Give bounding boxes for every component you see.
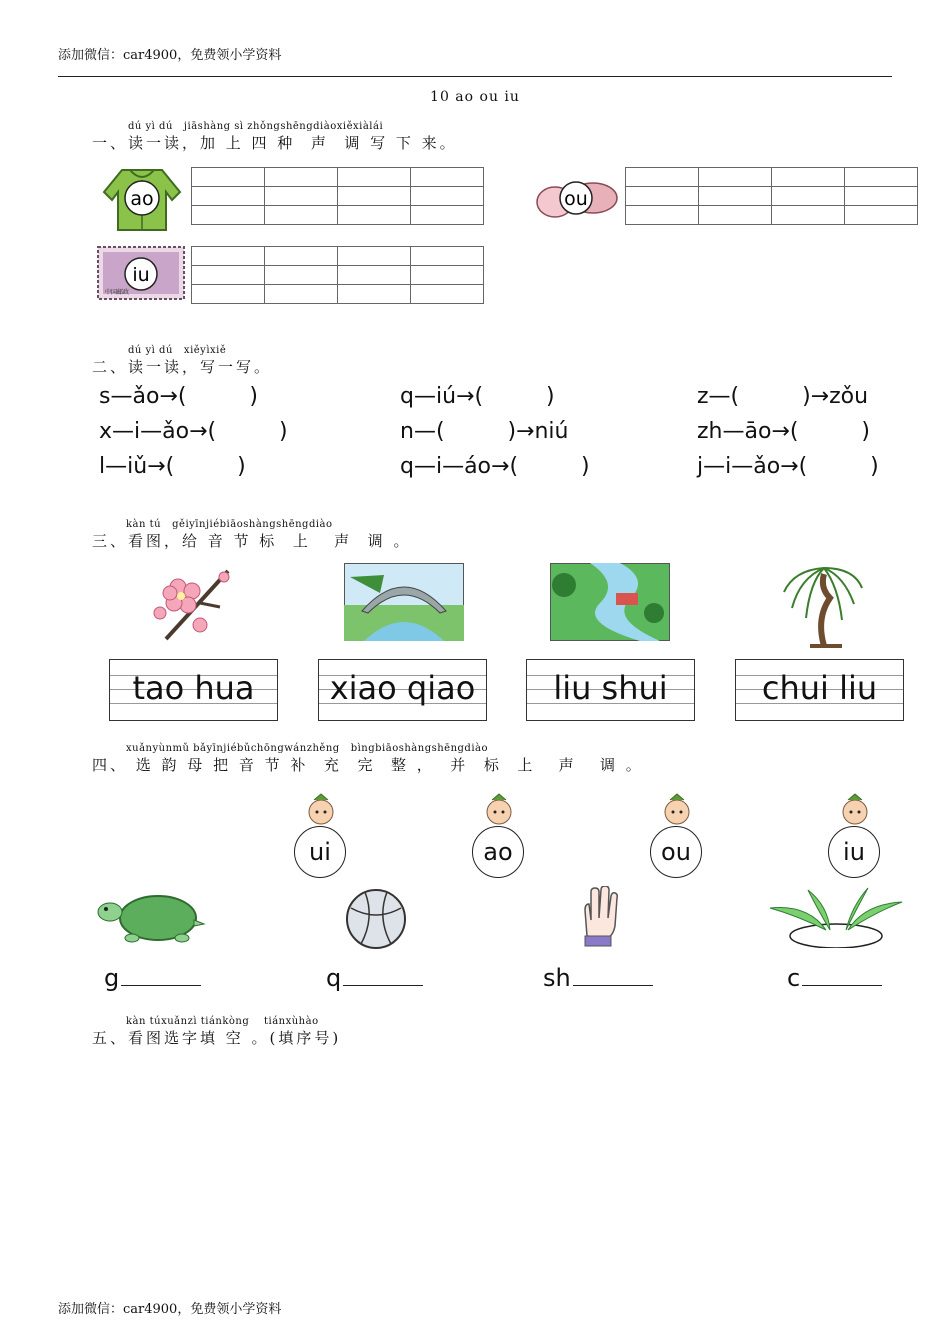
turtle-image <box>96 888 206 946</box>
s4-answer-blank[interactable] <box>104 964 201 992</box>
s4-initial: sh <box>543 964 571 992</box>
section4-heading: 四、 选 韵 母 把 音 节 补 充 完 整 ， 并 标 上 声 调 。 <box>92 756 644 774</box>
s4-initial: c <box>787 964 801 992</box>
s3-writing-box <box>735 659 904 721</box>
lotus-root-image <box>533 176 619 222</box>
s1-writing-grid-ao <box>191 167 484 225</box>
jacket-image <box>100 162 184 234</box>
s2-exercise: zh—āo→( ) <box>697 419 870 444</box>
s3-writing-box <box>109 659 278 721</box>
stamp-text: 中国邮政 <box>105 289 130 296</box>
ball-image <box>345 888 407 950</box>
s3-writing-box <box>526 659 695 721</box>
peach-blossom-image <box>148 565 236 643</box>
header-rule <box>58 76 892 77</box>
s2-exercise: s—ǎo→( ) <box>99 384 258 409</box>
s4-final: ao <box>472 826 524 878</box>
s3-writing-box <box>318 659 487 721</box>
section4-pinyin: xuǎnyùnmǔ bǎyīnjiébǔchōngwánzhěng bìngbiāoshàngshēngdiào <box>126 743 489 754</box>
stamp-image <box>97 246 185 300</box>
footer-text: 添加微信：car4900，免费领小学资料 <box>58 1302 282 1317</box>
header-text: 添加微信：car4900，免费领小学资料 <box>58 48 282 63</box>
s2-exercise: x—i—ǎo→( ) <box>99 419 288 444</box>
kid-head-icon <box>294 790 348 826</box>
section5-heading: 五、看图选字填 空 。(填序号) <box>92 1029 342 1047</box>
kid-bubble <box>650 790 704 878</box>
s4-final: ou <box>650 826 702 878</box>
s4-answer-blank[interactable] <box>326 964 423 992</box>
s4-initial: g <box>104 964 120 992</box>
s4-answer-blank[interactable] <box>543 964 653 992</box>
kid-bubble <box>294 790 348 878</box>
s2-exercise: j—i—ǎo→( ) <box>697 454 879 479</box>
kid-head-icon <box>828 790 882 826</box>
s3-word: xiao qiao <box>329 669 476 707</box>
section1-pinyin: dú yì dú jiāshàng sì zhǒngshēngdiàoxiěxiàlái <box>128 121 384 132</box>
s3-word: tao hua <box>132 669 255 707</box>
s3-word: chui liu <box>761 669 878 707</box>
section5-pinyin: kàn túxuǎnzì tiánkòng tiánxùhào <box>126 1016 319 1027</box>
s1-writing-grid-iu <box>191 246 484 304</box>
section2-heading: 二、读一读，写一写。 <box>92 358 273 376</box>
s4-initial: q <box>326 964 342 992</box>
s2-exercise: q—i—áo→( ) <box>400 454 590 479</box>
s4-final: iu <box>828 826 880 878</box>
s1-label-ao: ao <box>130 188 154 210</box>
section1-heading: 一、读一读，加 上 四 种 声 调 写 下 来。 <box>92 134 458 152</box>
grass-image <box>768 886 904 948</box>
kid-head-icon <box>650 790 704 826</box>
section3-heading: 三、看图，给 音 节 标 上 声 调 。 <box>92 532 412 550</box>
s1-writing-grid-ou <box>625 167 918 225</box>
kid-bubble <box>472 790 526 878</box>
willow-tree-image <box>780 558 864 648</box>
section2-pinyin: dú yì dú xiěyìxiě <box>128 345 227 356</box>
s4-final: ui <box>294 826 346 878</box>
s2-exercise: l—iǔ→( ) <box>99 454 246 479</box>
s3-word: liu shui <box>553 669 668 707</box>
page-title: 10 ao ou iu <box>430 89 520 105</box>
s2-exercise: z—( )→zǒu <box>697 384 869 409</box>
kid-head-icon <box>472 790 526 826</box>
s4-answer-blank[interactable] <box>787 964 882 992</box>
kid-bubble <box>828 790 882 878</box>
hand-image <box>573 886 625 948</box>
s1-label-iu: iu <box>132 264 150 286</box>
s1-label-ou: ou <box>564 188 588 210</box>
section3-pinyin: kàn tú gěiyīnjiébiāoshàngshēngdiào <box>126 519 333 530</box>
s2-exercise: n—( )→niú <box>400 419 569 444</box>
river-image <box>550 563 670 641</box>
s2-exercise: q—iú→( ) <box>400 384 555 409</box>
bridge-image <box>344 563 464 641</box>
